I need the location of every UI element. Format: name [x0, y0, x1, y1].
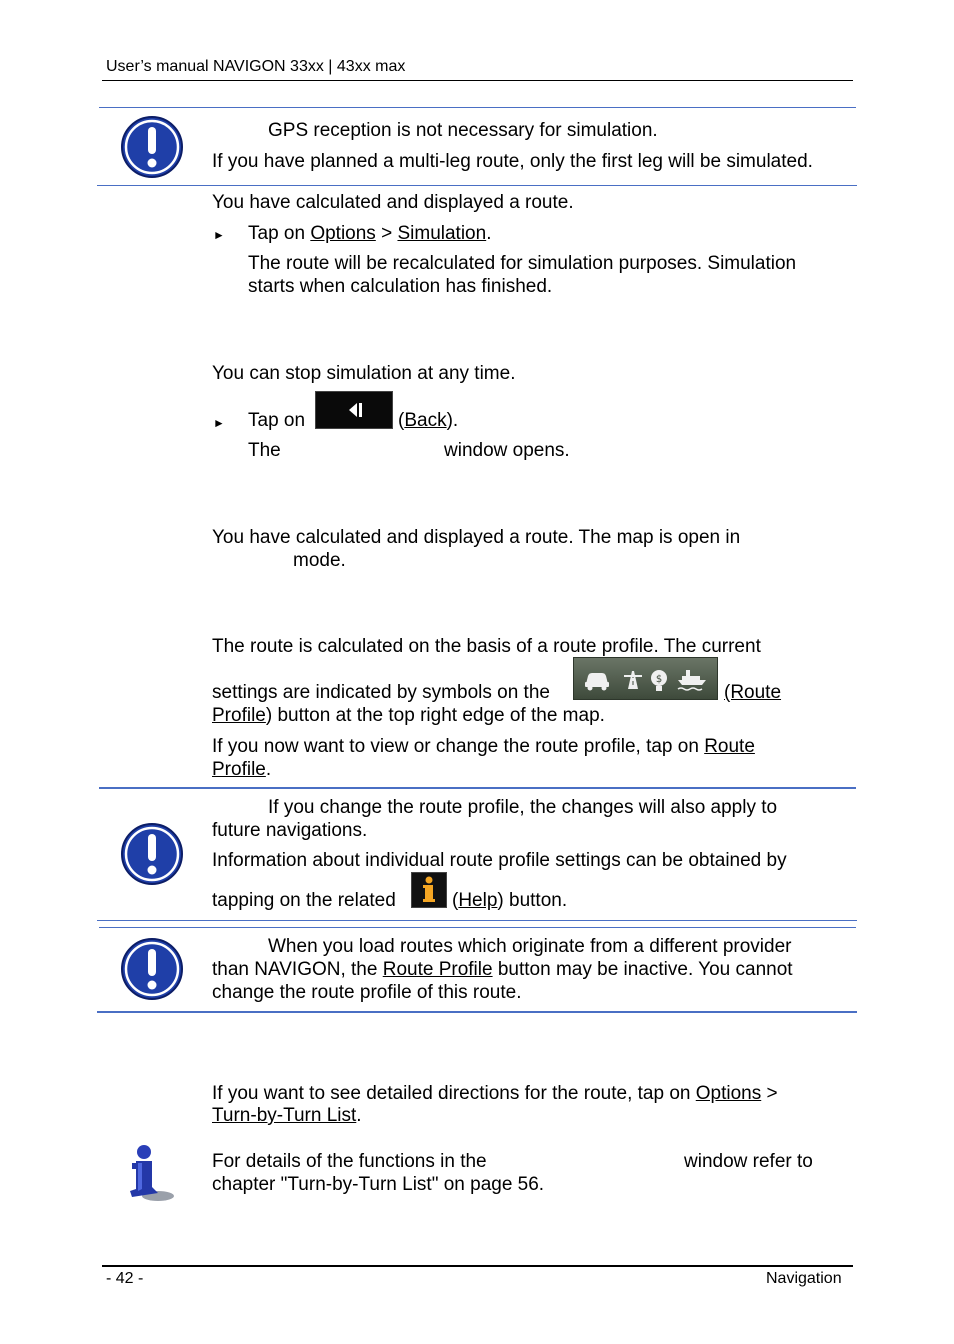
bullet-arrow-icon: ► — [213, 416, 225, 430]
route-profile-line1: The route is calculated on the basis of a route profile. The current — [212, 636, 761, 657]
running-header: User’s manual NAVIGON 33xx | 43xx max — [106, 58, 406, 75]
window-the: The — [248, 440, 281, 461]
simulation-step: Tap on Options > Simulation. — [248, 223, 492, 244]
note2-line3: Information about individual route profile settings can be obtained by — [212, 850, 787, 871]
route-profile-link[interactable]: Route Profile — [382, 959, 493, 980]
note3-bottom-rule — [97, 1011, 857, 1013]
turn-by-turn-line1: If you want to see detailed directions for the route, tap on Options > — [212, 1083, 778, 1104]
toll-icon — [651, 670, 667, 691]
route-profile-link[interactable]: Profile — [212, 705, 266, 726]
note3-top-rule — [99, 927, 856, 928]
turn-by-turn-list-link[interactable]: Turn-by-Turn List — [212, 1105, 357, 1126]
note1-bottom-rule — [97, 185, 857, 186]
help-label: (Help) button. — [452, 890, 568, 911]
back-arrow-icon — [316, 392, 392, 428]
back-button-image[interactable] — [315, 391, 393, 429]
note2-line2: future navigations. — [212, 820, 368, 841]
note2-line4: tapping on the related — [212, 890, 396, 911]
route-profile-link[interactable]: (Route — [724, 682, 782, 703]
header-rule — [102, 80, 853, 81]
route-profile-line5: Profile. — [212, 759, 272, 780]
info-tip-line1-pre: For details of the functions in the — [212, 1151, 487, 1172]
note3-line3: change the route profile of this route. — [212, 982, 522, 1003]
footer-rule — [102, 1265, 853, 1267]
route-profile-line4: If you now want to view or change the route profile, tap on Route — [212, 736, 755, 757]
back-link[interactable]: Back — [404, 410, 447, 431]
info-figure-icon — [122, 1143, 178, 1205]
note1-line2: If you have planned a multi-leg route, only the first leg will be simulated. — [212, 151, 813, 172]
car-icon — [585, 673, 609, 691]
stop-tap-on: Tap on — [248, 410, 306, 431]
help-info-icon — [412, 873, 446, 907]
note2-line1: If you change the route profile, the changes will also apply to — [268, 797, 778, 818]
simulation-result-2: starts when calculation has finished. — [248, 276, 553, 297]
road-icon — [624, 671, 642, 689]
exclamation-icon — [120, 115, 184, 179]
simulation-intro: You have calculated and displayed a route. — [212, 192, 574, 213]
turn-by-turn-line2: Turn-by-Turn List. — [212, 1105, 362, 1126]
info-tip-line1-post: window refer to — [684, 1151, 813, 1172]
bullet-arrow-icon: ► — [213, 228, 225, 242]
options-link[interactable]: Options — [310, 223, 376, 244]
route-profile-link[interactable]: Route — [704, 736, 755, 757]
page-number: - 42 - — [106, 1270, 144, 1287]
route-profile-link[interactable]: Profile — [212, 759, 266, 780]
note2-bottom-rule — [97, 920, 857, 921]
route-profile-button-image[interactable] — [573, 657, 718, 700]
stop-intro: You can stop simulation at any time. — [212, 363, 516, 384]
route-profile-line3: Profile) button at the top right edge of the map. — [212, 705, 605, 726]
note3-line1: When you load routes which originate from a different provider — [268, 936, 792, 957]
simulation-link[interactable]: Simulation — [397, 223, 487, 244]
profile-intro-2: mode. — [293, 550, 346, 571]
note1-top-rule — [99, 107, 856, 108]
note2-top-rule — [99, 787, 856, 789]
options-link[interactable]: Options — [695, 1083, 762, 1104]
note1-line1: GPS reception is not necessary for simulation. — [268, 120, 658, 141]
simulation-result-1: The route will be recalculated for simulation purposes. Simulation — [248, 253, 797, 274]
info-tip-line2: chapter "Turn-by-Turn List" on page 56. — [212, 1174, 545, 1195]
exclamation-icon — [120, 937, 184, 1001]
svg-text:$: $ — [655, 674, 663, 685]
back-label: (Back). — [398, 410, 459, 431]
footer-section: Navigation — [766, 1270, 842, 1287]
window-opens: window opens. — [444, 440, 570, 461]
help-link[interactable]: Help — [458, 890, 498, 911]
route-profile-line2: settings are indicated by symbols on the — [212, 682, 550, 703]
ferry-icon — [678, 670, 706, 690]
help-button-image[interactable] — [411, 872, 447, 908]
profile-intro-1: You have calculated and displayed a route. The map is open in — [212, 527, 741, 548]
note3-line2: than NAVIGON, the Route Profile button may be inactive. You cannot — [212, 959, 793, 980]
exclamation-icon — [120, 822, 184, 886]
